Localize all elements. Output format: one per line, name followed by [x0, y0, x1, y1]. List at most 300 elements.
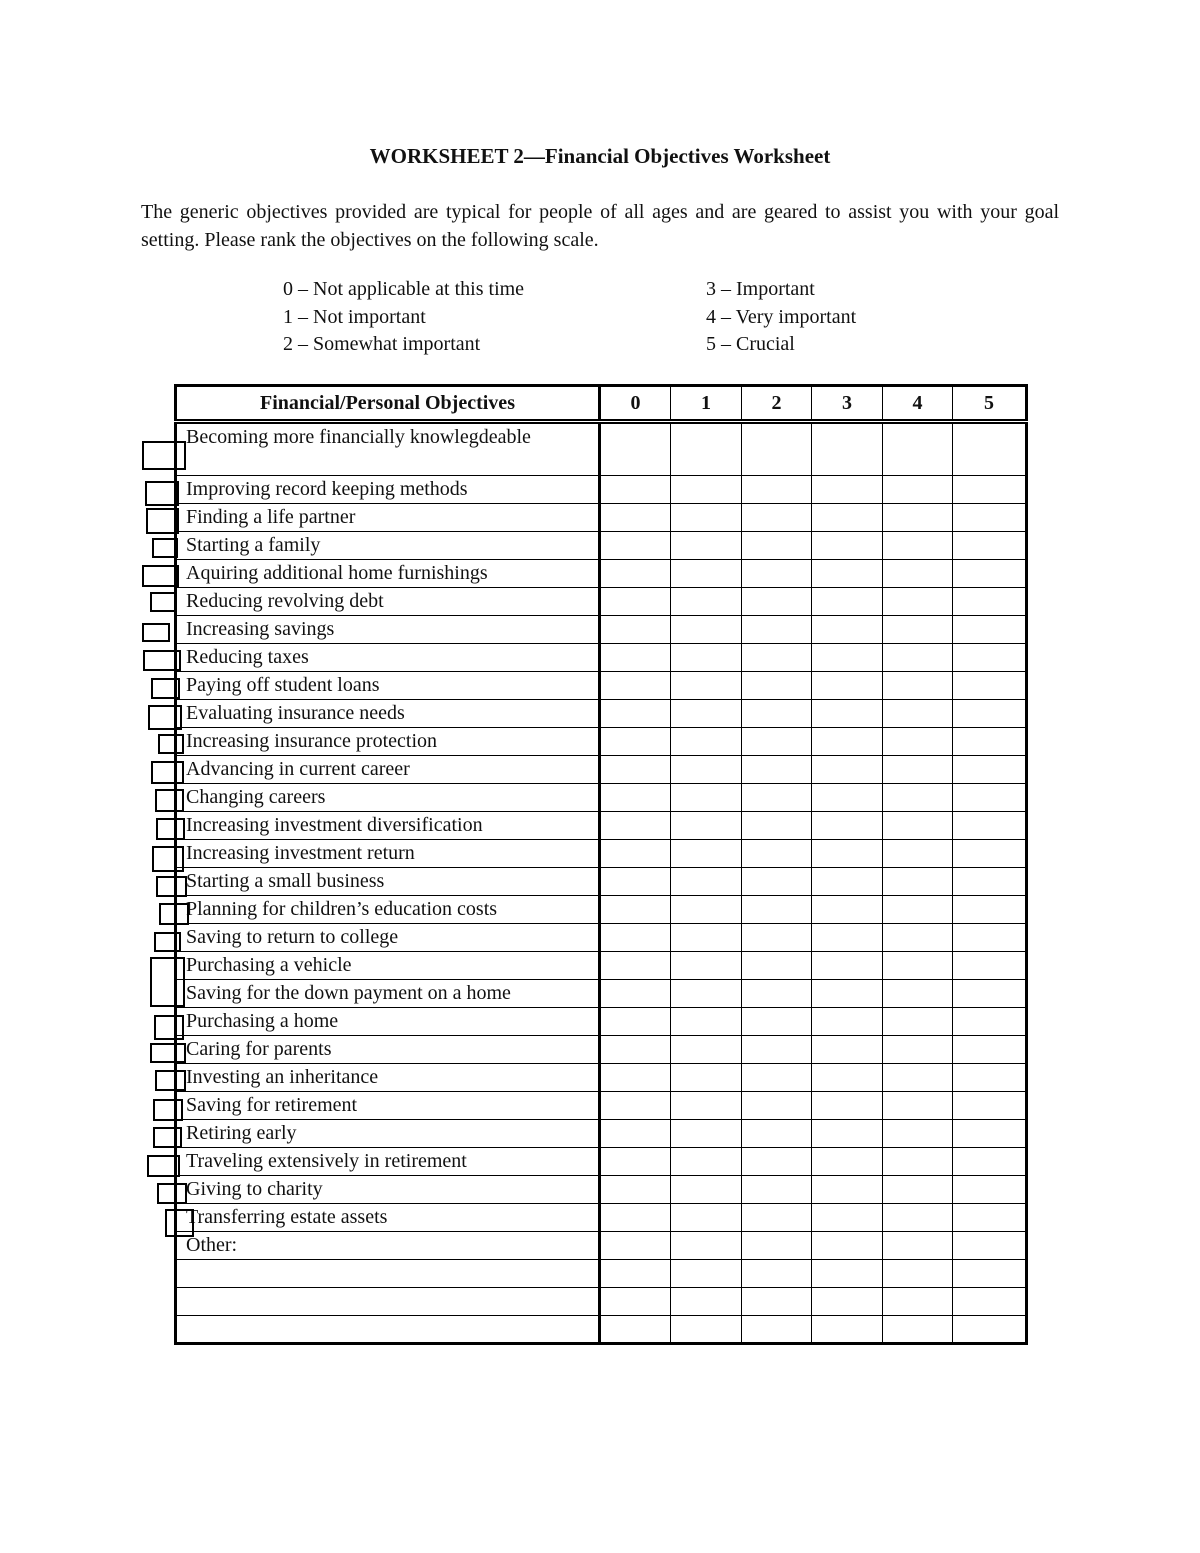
rank-cell-0[interactable]	[600, 1120, 671, 1148]
objective-label: Reducing revolving debt	[176, 588, 600, 616]
rank-cell-3[interactable]	[812, 728, 883, 756]
table-row	[176, 422, 1027, 476]
checkbox-mark	[142, 623, 170, 642]
rank-cell-0[interactable]	[600, 672, 671, 700]
rank-cell-0[interactable]	[600, 422, 671, 476]
table-row	[176, 700, 1027, 728]
rank-cell-1[interactable]	[671, 532, 742, 560]
table-row	[176, 1316, 1027, 1344]
checkbox-mark	[165, 1209, 194, 1237]
rank-cell-0[interactable]	[600, 756, 671, 784]
rank-cell-3[interactable]	[812, 1064, 883, 1092]
rank-cell-3[interactable]	[812, 952, 883, 980]
rank-cell-3[interactable]	[812, 1036, 883, 1064]
rank-cell-0[interactable]	[600, 1288, 671, 1316]
rank-cell-0[interactable]	[600, 1176, 671, 1204]
rank-cell-1[interactable]	[671, 616, 742, 644]
objective-label: Retiring early	[176, 1120, 600, 1148]
table-header-row	[176, 386, 1027, 422]
rank-cell-5[interactable]	[953, 672, 1027, 700]
rank-cell-4[interactable]	[883, 1120, 953, 1148]
rank-cell-3[interactable]	[812, 1260, 883, 1288]
rank-cell-1[interactable]	[671, 980, 742, 1008]
rank-cell-2[interactable]	[742, 504, 812, 532]
rank-cell-2[interactable]	[742, 784, 812, 812]
table-row	[176, 1232, 1027, 1260]
rank-cell-4[interactable]	[883, 1036, 953, 1064]
rank-cell-4[interactable]	[883, 672, 953, 700]
table-row	[176, 1260, 1027, 1288]
objective-label: Caring for parents	[176, 1036, 600, 1064]
rank-cell-0[interactable]	[600, 1232, 671, 1260]
rank-cell-2[interactable]	[742, 700, 812, 728]
rank-cell-1[interactable]	[671, 1204, 742, 1232]
rank-cell-0[interactable]	[600, 644, 671, 672]
rank-cell-1[interactable]	[671, 1120, 742, 1148]
rank-cell-0[interactable]	[600, 616, 671, 644]
rank-cell-3[interactable]	[812, 672, 883, 700]
rank-cell-3[interactable]	[812, 616, 883, 644]
rank-cell-1[interactable]	[671, 1260, 742, 1288]
objective-label: Paying off student loans	[176, 672, 600, 700]
rank-cell-5[interactable]	[953, 616, 1027, 644]
objective-label: Purchasing a home	[176, 1008, 600, 1036]
header-rank-3: 3	[812, 386, 883, 422]
table-row	[176, 588, 1027, 616]
rank-cell-2[interactable]	[742, 840, 812, 868]
objective-label: Advancing in current career	[176, 756, 600, 784]
rank-cell-1[interactable]	[671, 924, 742, 952]
table-row	[176, 868, 1027, 896]
rank-cell-5[interactable]	[953, 1092, 1027, 1120]
objective-label: Increasing investment return	[176, 840, 600, 868]
rank-cell-3[interactable]	[812, 532, 883, 560]
checkbox-mark	[153, 1099, 183, 1121]
rank-cell-5[interactable]	[953, 422, 1027, 476]
rank-cell-5[interactable]	[953, 784, 1027, 812]
rank-cell-2[interactable]	[742, 812, 812, 840]
table-row	[176, 532, 1027, 560]
rank-cell-2[interactable]	[742, 952, 812, 980]
rank-cell-0[interactable]	[600, 728, 671, 756]
rank-cell-1[interactable]	[671, 896, 742, 924]
rank-cell-2[interactable]	[742, 1036, 812, 1064]
objective-label: Increasing savings	[176, 616, 600, 644]
table-row	[176, 644, 1027, 672]
objective-label: Purchasing a vehicle	[176, 952, 600, 980]
rank-cell-5[interactable]	[953, 476, 1027, 504]
header-rank-0: 0	[600, 386, 671, 422]
rank-cell-0[interactable]	[600, 532, 671, 560]
rank-cell-2[interactable]	[742, 644, 812, 672]
rank-cell-1[interactable]	[671, 504, 742, 532]
rank-cell-4[interactable]	[883, 700, 953, 728]
rank-cell-1[interactable]	[671, 1316, 742, 1344]
rank-cell-3[interactable]	[812, 1176, 883, 1204]
rank-cell-3[interactable]	[812, 644, 883, 672]
rank-cell-4[interactable]	[883, 504, 953, 532]
rank-cell-1[interactable]	[671, 672, 742, 700]
rank-cell-3[interactable]	[812, 756, 883, 784]
rank-cell-1[interactable]	[671, 1036, 742, 1064]
objective-label: Traveling extensively in retirement	[176, 1148, 600, 1176]
rank-cell-4[interactable]	[883, 588, 953, 616]
rank-cell-5[interactable]	[953, 588, 1027, 616]
rank-cell-0[interactable]	[600, 952, 671, 980]
rank-cell-1[interactable]	[671, 644, 742, 672]
rank-cell-2[interactable]	[742, 672, 812, 700]
rank-cell-0[interactable]	[600, 1260, 671, 1288]
objective-label: Investing an inheritance	[176, 1064, 600, 1092]
rank-cell-4[interactable]	[883, 422, 953, 476]
rank-cell-4[interactable]	[883, 476, 953, 504]
objective-label: Giving to charity	[176, 1176, 600, 1204]
rank-cell-5[interactable]	[953, 756, 1027, 784]
rank-cell-0[interactable]	[600, 700, 671, 728]
rank-cell-1[interactable]	[671, 1288, 742, 1316]
rank-cell-4[interactable]	[883, 728, 953, 756]
objective-label: Transferring estate assets	[176, 1204, 600, 1232]
rank-cell-5[interactable]	[953, 1204, 1027, 1232]
rank-cell-3[interactable]	[812, 588, 883, 616]
checkbox-mark	[156, 818, 185, 840]
rank-cell-3[interactable]	[812, 1204, 883, 1232]
rank-cell-0[interactable]	[600, 812, 671, 840]
table-row	[176, 1176, 1027, 1204]
rank-cell-2[interactable]	[742, 924, 812, 952]
rank-cell-5[interactable]	[953, 532, 1027, 560]
rank-cell-2[interactable]	[742, 588, 812, 616]
rank-cell-1[interactable]	[671, 700, 742, 728]
rank-cell-0[interactable]	[600, 560, 671, 588]
rank-cell-4[interactable]	[883, 1204, 953, 1232]
checkbox-mark	[150, 592, 177, 612]
objective-label: Reducing taxes	[176, 644, 600, 672]
rank-cell-5[interactable]	[953, 1008, 1027, 1036]
rank-cell-4[interactable]	[883, 756, 953, 784]
rank-cell-1[interactable]	[671, 756, 742, 784]
rank-cell-2[interactable]	[742, 868, 812, 896]
rank-cell-0[interactable]	[600, 476, 671, 504]
rank-cell-5[interactable]	[953, 1064, 1027, 1092]
rank-cell-0[interactable]	[600, 1316, 671, 1344]
objective-label: Increasing insurance protection	[176, 728, 600, 756]
objective-label: Improving record keeping methods	[176, 476, 600, 504]
rank-cell-4[interactable]	[883, 896, 953, 924]
rank-cell-1[interactable]	[671, 476, 742, 504]
rank-cell-4[interactable]	[883, 1148, 953, 1176]
scale-item-4: 4 – Very important	[706, 306, 857, 328]
rank-cell-1[interactable]	[671, 1232, 742, 1260]
rank-cell-4[interactable]	[883, 812, 953, 840]
scale-item-0: 0 – Not applicable at this time	[283, 278, 525, 300]
rank-cell-3[interactable]	[812, 1008, 883, 1036]
table-row	[176, 1288, 1027, 1316]
rank-cell-4[interactable]	[883, 868, 953, 896]
rank-cell-4[interactable]	[883, 1008, 953, 1036]
rank-cell-4[interactable]	[883, 1176, 953, 1204]
checkbox-mark	[157, 1183, 187, 1204]
header-rank-4: 4	[883, 386, 953, 422]
rank-cell-0[interactable]	[600, 896, 671, 924]
checkbox-mark	[152, 846, 184, 872]
intro-paragraph: The generic objectives provided are typical for people of all ages and are geared to assist you with your goal setting. Please rank the objectives on the following scale.	[141, 201, 1059, 251]
rank-cell-4[interactable]	[883, 644, 953, 672]
objective-label: Becoming more financially knowlegdeable	[176, 422, 600, 476]
checkbox-mark	[142, 441, 186, 470]
rank-cell-1[interactable]	[671, 422, 742, 476]
rank-cell-0[interactable]	[600, 1036, 671, 1064]
rank-cell-3[interactable]	[812, 1148, 883, 1176]
scale-item-3: 3 – Important	[706, 278, 815, 300]
checkbox-mark	[154, 1015, 184, 1040]
scale-item-5: 5 – Crucial	[706, 333, 795, 355]
rank-cell-2[interactable]	[742, 1204, 812, 1232]
rank-cell-3[interactable]	[812, 924, 883, 952]
objective-label	[176, 1316, 600, 1344]
table-row	[176, 1120, 1027, 1148]
rank-cell-5[interactable]	[953, 728, 1027, 756]
rank-cell-2[interactable]	[742, 422, 812, 476]
checkbox-mark	[159, 903, 189, 925]
table-row	[176, 1008, 1027, 1036]
rank-cell-4[interactable]	[883, 980, 953, 1008]
rank-cell-5[interactable]	[953, 868, 1027, 896]
rank-cell-0[interactable]	[600, 1092, 671, 1120]
objective-label: Saving to return to college	[176, 924, 600, 952]
rank-cell-4[interactable]	[883, 1288, 953, 1316]
rank-cell-4[interactable]	[883, 1064, 953, 1092]
table-row	[176, 728, 1027, 756]
table-row	[176, 672, 1027, 700]
rank-cell-0[interactable]	[600, 868, 671, 896]
checkbox-mark	[151, 761, 184, 784]
rank-cell-2[interactable]	[742, 728, 812, 756]
checkbox-mark	[153, 1127, 182, 1148]
table-row	[176, 504, 1027, 532]
rank-cell-3[interactable]	[812, 560, 883, 588]
rank-cell-5[interactable]	[953, 840, 1027, 868]
rank-cell-4[interactable]	[883, 1092, 953, 1120]
table-row	[176, 784, 1027, 812]
table-row	[176, 1092, 1027, 1120]
table-row	[176, 980, 1027, 1008]
table-row	[176, 476, 1027, 504]
rank-cell-3[interactable]	[812, 784, 883, 812]
rank-cell-3[interactable]	[812, 422, 883, 476]
rank-cell-5[interactable]	[953, 644, 1027, 672]
rank-cell-2[interactable]	[742, 980, 812, 1008]
rank-cell-1[interactable]	[671, 1148, 742, 1176]
table-row	[176, 1064, 1027, 1092]
objective-label: Evaluating insurance needs	[176, 700, 600, 728]
objective-label: Starting a family	[176, 532, 600, 560]
checkbox-mark	[146, 508, 179, 534]
rank-cell-3[interactable]	[812, 868, 883, 896]
header-rank-2: 2	[742, 386, 812, 422]
rank-cell-4[interactable]	[883, 616, 953, 644]
rank-cell-4[interactable]	[883, 1260, 953, 1288]
rank-cell-2[interactable]	[742, 1148, 812, 1176]
rank-cell-4[interactable]	[883, 840, 953, 868]
rank-cell-4[interactable]	[883, 1232, 953, 1260]
table-row	[176, 756, 1027, 784]
table-row	[176, 616, 1027, 644]
objective-label: Saving for the down payment on a home	[176, 980, 600, 1008]
rank-cell-2[interactable]	[742, 1008, 812, 1036]
objective-label: Starting a small business	[176, 868, 600, 896]
rank-cell-5[interactable]	[953, 504, 1027, 532]
rank-cell-1[interactable]	[671, 1064, 742, 1092]
rank-cell-2[interactable]	[742, 1260, 812, 1288]
rank-cell-5[interactable]	[953, 560, 1027, 588]
rank-cell-4[interactable]	[883, 560, 953, 588]
rank-cell-5[interactable]	[953, 1260, 1027, 1288]
header-rank-1: 1	[671, 386, 742, 422]
scale-item-1: 1 – Not important	[283, 306, 426, 328]
rank-cell-0[interactable]	[600, 1204, 671, 1232]
rank-cell-2[interactable]	[742, 1120, 812, 1148]
checkbox-mark	[155, 1070, 186, 1091]
rank-cell-1[interactable]	[671, 1008, 742, 1036]
rank-cell-1[interactable]	[671, 840, 742, 868]
rank-cell-3[interactable]	[812, 840, 883, 868]
table-row	[176, 896, 1027, 924]
rank-cell-4[interactable]	[883, 924, 953, 952]
checkbox-mark	[142, 565, 179, 587]
rank-cell-2[interactable]	[742, 560, 812, 588]
rank-cell-5[interactable]	[953, 952, 1027, 980]
rank-cell-3[interactable]	[812, 1288, 883, 1316]
objective-label: Other:	[176, 1232, 600, 1260]
rank-cell-2[interactable]	[742, 532, 812, 560]
rank-cell-5[interactable]	[953, 1316, 1027, 1344]
rank-cell-2[interactable]	[742, 896, 812, 924]
rank-cell-1[interactable]	[671, 1176, 742, 1204]
rank-cell-0[interactable]	[600, 924, 671, 952]
rank-cell-0[interactable]	[600, 588, 671, 616]
rank-cell-2[interactable]	[742, 1316, 812, 1344]
rank-cell-3[interactable]	[812, 896, 883, 924]
rank-cell-5[interactable]	[953, 980, 1027, 1008]
checkbox-mark	[145, 481, 179, 506]
rank-cell-0[interactable]	[600, 784, 671, 812]
rank-cell-2[interactable]	[742, 476, 812, 504]
rank-cell-0[interactable]	[600, 840, 671, 868]
rank-cell-5[interactable]	[953, 896, 1027, 924]
rank-cell-3[interactable]	[812, 1316, 883, 1344]
rank-cell-5[interactable]	[953, 1148, 1027, 1176]
rank-cell-3[interactable]	[812, 476, 883, 504]
rank-cell-3[interactable]	[812, 504, 883, 532]
table-row	[176, 812, 1027, 840]
rank-cell-1[interactable]	[671, 812, 742, 840]
rank-cell-4[interactable]	[883, 532, 953, 560]
checkbox-mark	[154, 932, 181, 952]
rank-cell-5[interactable]	[953, 812, 1027, 840]
rank-cell-4[interactable]	[883, 784, 953, 812]
rank-cell-4[interactable]	[883, 952, 953, 980]
rank-cell-5[interactable]	[953, 1232, 1027, 1260]
rank-cell-1[interactable]	[671, 784, 742, 812]
rank-cell-0[interactable]	[600, 1148, 671, 1176]
objectives-table	[174, 384, 1028, 1345]
objective-label: Finding a life partner	[176, 504, 600, 532]
objective-label: Increasing investment diversification	[176, 812, 600, 840]
rank-cell-3[interactable]	[812, 980, 883, 1008]
rank-cell-3[interactable]	[812, 1120, 883, 1148]
rank-cell-2[interactable]	[742, 1064, 812, 1092]
checkbox-mark	[143, 650, 181, 671]
rank-cell-3[interactable]	[812, 1092, 883, 1120]
table-row	[176, 952, 1027, 980]
rank-cell-5[interactable]	[953, 924, 1027, 952]
objective-label: Changing careers	[176, 784, 600, 812]
rank-cell-0[interactable]	[600, 504, 671, 532]
rank-cell-3[interactable]	[812, 812, 883, 840]
objective-label: Aquiring additional home furnishings	[176, 560, 600, 588]
checkbox-mark	[156, 876, 187, 897]
objective-label: Saving for retirement	[176, 1092, 600, 1120]
table-row	[176, 1204, 1027, 1232]
checkbox-mark	[155, 789, 184, 812]
scale-item-2: 2 – Somewhat important	[283, 333, 481, 355]
rank-cell-2[interactable]	[742, 1232, 812, 1260]
header-objectives: Financial/Personal Objectives	[176, 386, 600, 422]
rank-cell-1[interactable]	[671, 1092, 742, 1120]
objective-label: Planning for children’s education costs	[176, 896, 600, 924]
checkbox-mark	[150, 1043, 186, 1063]
rank-cell-5[interactable]	[953, 1288, 1027, 1316]
rank-cell-5[interactable]	[953, 1036, 1027, 1064]
table-row	[176, 924, 1027, 952]
checkbox-mark	[148, 705, 182, 730]
header-rank-5: 5	[953, 386, 1027, 422]
rank-cell-5[interactable]	[953, 1176, 1027, 1204]
checkbox-mark	[152, 538, 178, 558]
rank-cell-0[interactable]	[600, 1008, 671, 1036]
checkbox-mark	[151, 678, 180, 699]
rank-cell-0[interactable]	[600, 1064, 671, 1092]
table-row	[176, 1148, 1027, 1176]
rank-cell-1[interactable]	[671, 868, 742, 896]
objective-label	[176, 1260, 600, 1288]
rank-cell-1[interactable]	[671, 588, 742, 616]
page-title: WORKSHEET 2—Financial Objectives Worksheet	[369, 144, 831, 168]
rank-cell-2[interactable]	[742, 756, 812, 784]
rank-cell-1[interactable]	[671, 952, 742, 980]
rank-cell-3[interactable]	[812, 1232, 883, 1260]
rank-cell-5[interactable]	[953, 700, 1027, 728]
rank-cell-4[interactable]	[883, 1316, 953, 1344]
checkbox-mark	[150, 957, 185, 1007]
rank-cell-5[interactable]	[953, 1120, 1027, 1148]
rank-cell-2[interactable]	[742, 616, 812, 644]
rank-cell-3[interactable]	[812, 700, 883, 728]
objective-label	[176, 1288, 600, 1316]
rank-cell-2[interactable]	[742, 1092, 812, 1120]
rank-cell-2[interactable]	[742, 1288, 812, 1316]
checkbox-mark	[147, 1155, 180, 1177]
rank-cell-1[interactable]	[671, 728, 742, 756]
checkbox-mark	[158, 734, 184, 754]
table-row	[176, 840, 1027, 868]
rank-cell-1[interactable]	[671, 560, 742, 588]
table-row	[176, 1036, 1027, 1064]
rank-cell-0[interactable]	[600, 980, 671, 1008]
table-row	[176, 560, 1027, 588]
rank-cell-2[interactable]	[742, 1176, 812, 1204]
